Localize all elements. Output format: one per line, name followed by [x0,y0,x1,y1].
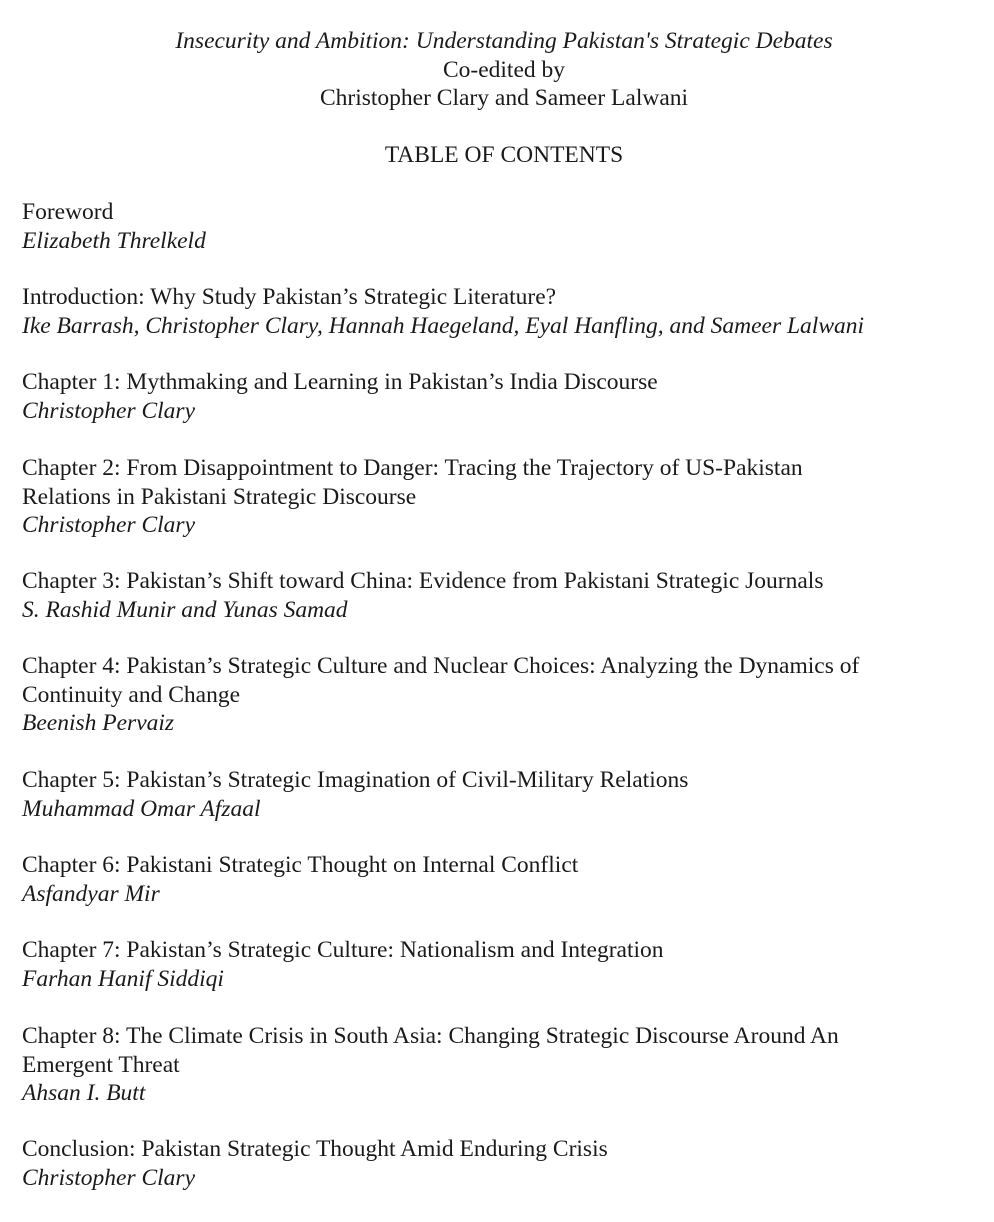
toc-entry-chapter-5 [22,766,962,823]
entry-author: Asfandyar Mir [22,880,160,907]
toc-entry-chapter-8 [22,1022,962,1108]
document-header [0,27,994,113]
entry-author: Christopher Clary [22,1164,196,1191]
entry-title: Conclusion: Pakistan Strategic Thought Amid Enduring Crisis [22,1136,608,1162]
entry-author: Muhammad Omar Afzaal [22,795,261,822]
toc-entry-chapter-1 [22,368,962,425]
entry-author: Farhan Hanif Siddiqi [22,965,224,992]
toc-entry-chapter-2 [22,454,962,540]
entry-title: Chapter 8: The Climate Crisis in South Asia: Changing Strategic Discourse Around An [22,1023,839,1049]
toc-entry-chapter-4 [22,652,962,738]
toc-heading: TABLE OF CONTENTS [384,142,624,168]
entry-title-continued: Continuity and Change [22,681,241,708]
toc-entry-chapter-7 [22,936,962,993]
entry-title-continued: Relations in Pakistani Strategic Discourse [22,483,417,510]
entry-author: Christopher Clary [22,512,196,538]
entry-title: Chapter 6: Pakistani Strategic Thought on Internal Conflict [22,852,579,878]
toc-entry-foreword [22,198,962,255]
entry-title: Chapter 2: From Disappointment to Danger: Tracing the Trajectory of US-Pakistan [22,455,803,481]
toc-entry-chapter-6 [22,851,962,908]
entry-title: Chapter 3: Pakistan’s Shift toward China: Evidence from Pakistani Strategic Journals [22,568,824,594]
entry-title: Introduction: Why Study Pakistan’s Strategic Literature? [22,284,557,310]
entry-author: Ike Barrash, Christopher Clary, Hannah Haegeland, Eyal Hanfling, and Sameer Lalwani [22,312,865,339]
entry-title: Chapter 7: Pakistan’s Strategic Culture: Nationalism and Integration [22,937,664,963]
entry-title: Foreword [22,199,114,225]
entry-author: Beenish Pervaiz [22,710,175,736]
coedited-label: Co-edited by [442,56,566,83]
entry-author: S. Rashid Munir and Yunas Samad [22,596,348,623]
entry-title: Chapter 4: Pakistan’s Strategic Culture and Nuclear Choices: Analyzing the Dynamics of [22,653,860,679]
book-title: Insecurity and Ambition: Understanding Pakistan's Strategic Debates [175,28,833,54]
entry-author: Elizabeth Threlkeld [22,227,206,254]
toc-entry-chapter-3 [22,567,962,624]
entry-author: Christopher Clary [22,397,196,424]
entry-title: Chapter 1: Mythmaking and Learning in Pakistan’s India Discourse [22,369,658,395]
toc-entry-conclusion [22,1135,962,1192]
entry-title-continued: Emergent Threat [22,1051,180,1078]
entry-title: Chapter 5: Pakistan’s Strategic Imagination of Civil-Military Relations [22,767,689,793]
entry-author: Ahsan I. Butt [22,1080,146,1106]
toc-entry-introduction [22,283,962,340]
editors: Christopher Clary and Sameer Lalwani [319,85,689,111]
